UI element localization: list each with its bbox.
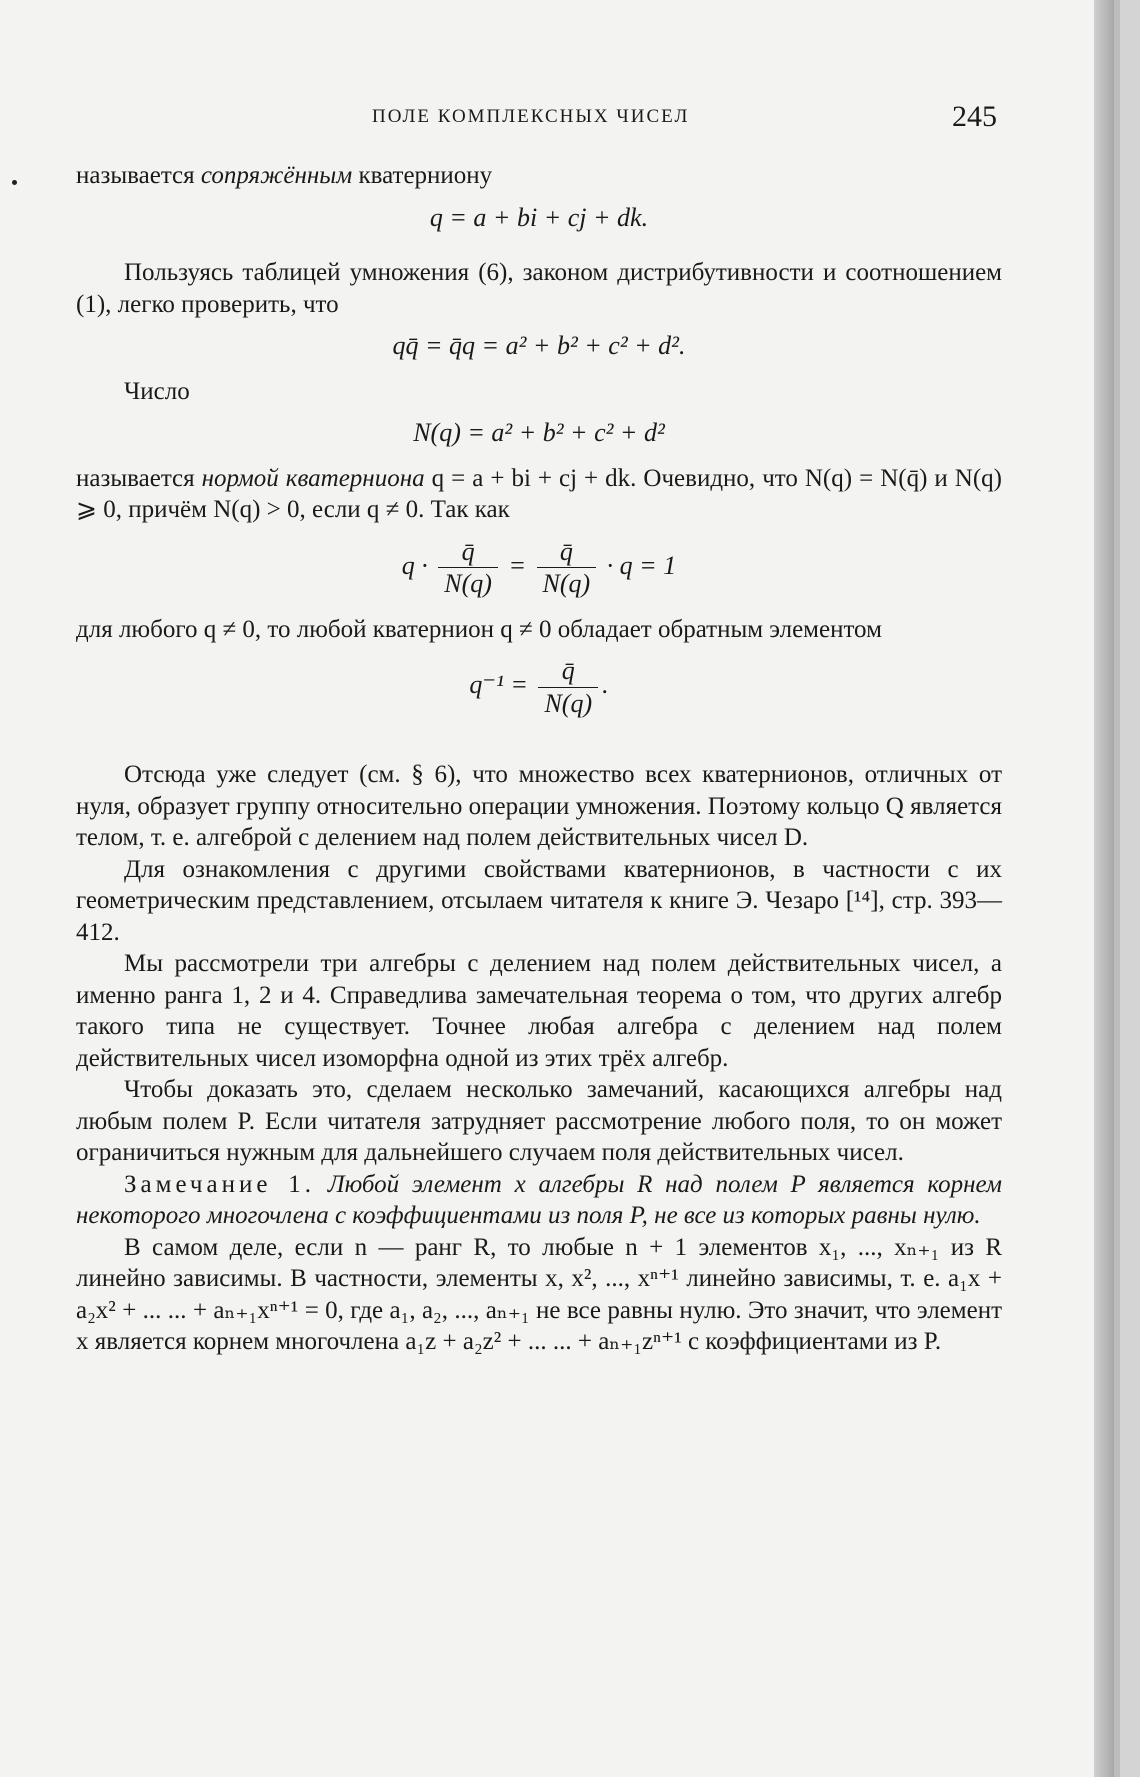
paragraph-3-label: Число	[124, 377, 190, 405]
paragraph-10	[76, 1169, 1002, 1232]
fraction-1: $\frac{q̄}{N(q)}$	[438, 536, 498, 600]
running-title: ПОЛЕ КОМПЛЕКСНЫХ ЧИСЕЛ	[372, 106, 690, 127]
paragraph-8: Мы рассмотрели три алгебры с делением над полем действительных чисел, а именно ранга 1, 2 и 4. Справедлива замечательная теорема о том, что других алгебр такого типа не существует. Точнее любая алгебра с делением над полем действительных чисел изоморфна одной из этих трёх алгебр.	[76, 950, 1002, 1072]
paragraph-11: В самом деле, если n — ранг R, то любые n + 1 элементов x₁, ..., xₙ₊₁ из R линейно зависимы. В частности, элементы x, x², ..., xⁿ⁺¹ линейно зависимы, т. е. a₁x + a₂x² + ... ... + aₙ₊₁xⁿ⁺¹ = 0, где a₁, a₂, ..., aₙ₊₁ не все равны нулю. Это значит, что элемент x является корнем многочлена a₁z + a₂z² + ... ... + aₙ₊₁zⁿ⁺¹ с коэффициентами из P.	[76, 1233, 1002, 1355]
paragraph-5: для любого q ≠ 0, то любой кватернион q ≠ 0 обладает обратным элементом	[76, 615, 882, 643]
page-edge-shadow	[1094, 0, 1114, 1777]
page-header	[0, 100, 1120, 140]
paragraph-4: называется нормой кватерниона q = a + bi + cj + dk. Очевидно, что N(q) = N(q̄) и N(q) ⩾ 0, причём N(q) > 0, если q ≠ 0. Так как	[76, 464, 1002, 523]
paragraph-6: Отсюда уже следует (см. § 6), что множество всех кватернионов, отличных от нуля, образует группу относительно операции умножения. Поэтому кольцо Q является телом, т. е. алгеброй с делением над полем действительных чисел D.	[76, 761, 1002, 851]
fraction-2: $\frac{q̄}{N(q)}$	[537, 536, 597, 600]
term-conjugate: сопряжённым	[200, 162, 353, 189]
formula-inverse-check: q · $\frac{q̄}{N(q)}$ = $\frac{q̄}{N(q)}$ · q = 1	[401, 536, 677, 598]
paragraph-9: Чтобы доказать это, сделаем несколько замечаний, касающихся алгебры над любым полем P. Если читателя затрудняет рассмотрение любого поля, то он может ограничиться нужным для дальнейшего случаем поля действительных чисел.	[76, 1076, 1002, 1166]
margin-dot	[12, 180, 17, 185]
remark-label: Замечание 1.	[124, 1170, 315, 1198]
paragraph-7: Для ознакомления с другими свойствами кватернионов, в частности с их геометрическим представлением, отсылаем читателя к книге Э. Чезаро [¹⁴], стр. 393—412.	[76, 855, 1002, 946]
formula-product: qq̄ = q̄q = a² + b² + c² + d².	[392, 331, 686, 360]
formula-inverse: q⁻¹ = $\frac{q̄}{N(q)}$ .	[469, 656, 609, 718]
remark-text: Любой элемент x алгебры R над полем P является корнем некоторого многочлена с коэффициентами из поля P, не все из которых равны нулю.	[76, 1170, 1002, 1229]
formula-norm: N(q) = a² + b² + c² + d²	[413, 418, 665, 447]
page-body	[76, 160, 1002, 1358]
fraction-3: $\frac{q̄}{N(q)}$	[538, 655, 598, 719]
paragraph-2: Пользуясь таблицей умножения (6), законом дистрибутивности и соотношением (1), легко проверить, что	[76, 259, 1002, 318]
formula-quaternion: q = a + bi + cj + dk.	[429, 202, 649, 232]
page-number: 245	[952, 100, 997, 133]
term-norm: нормой кватерниона	[201, 464, 425, 492]
paragraph-1: называется сопряжённым кватерниону	[76, 162, 493, 189]
